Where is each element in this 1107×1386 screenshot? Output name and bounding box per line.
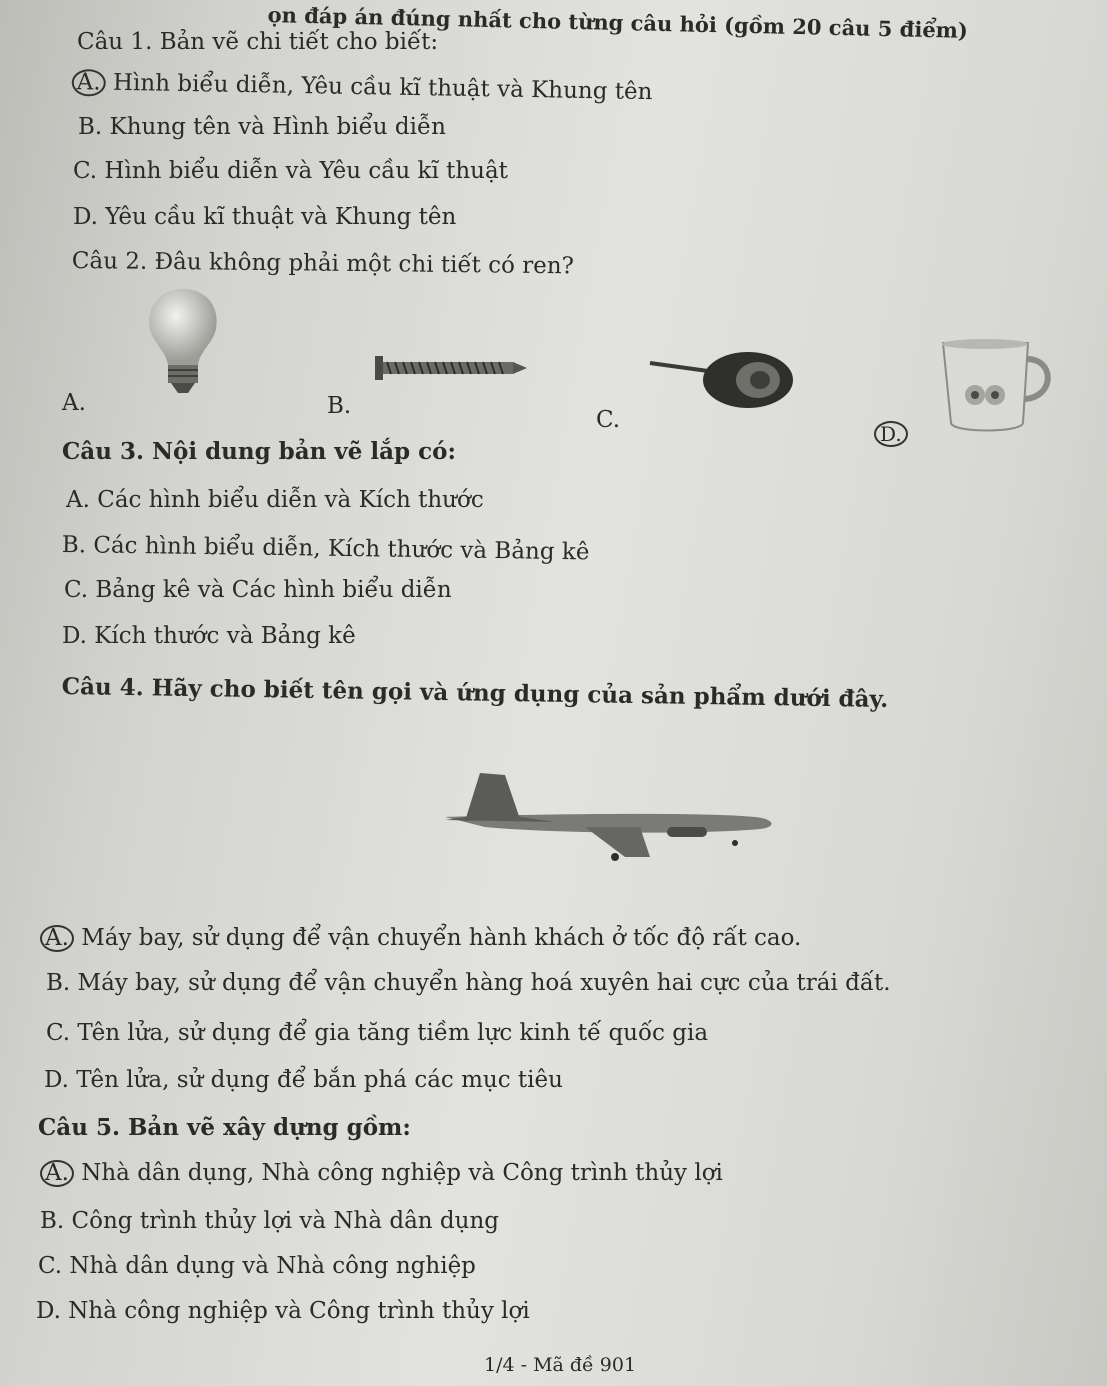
header-instruction: ọn đáp án đúng nhất cho từng câu hỏi (gồm 20 câu 5 điểm) — [267, 2, 969, 43]
q4-option-a — [40, 925, 801, 952]
q4-option-d — [44, 1067, 563, 1093]
q1-option-a — [72, 69, 653, 106]
option-text: Bảng kê và Các hình biểu diễn — [95, 577, 452, 603]
option-text: Công trình thủy lợi và Nhà dân dụng — [71, 1208, 500, 1234]
answer-circle: A. — [40, 1160, 74, 1187]
q2-label-c: C. — [596, 407, 621, 433]
option-text: Tên lửa, sử dụng để bắn phá các mục tiêu — [76, 1067, 563, 1093]
option-text: Tên lửa, sử dụng để gia tăng tiềm lực kinh tế quốc gia — [77, 1020, 709, 1046]
option-text: Hình biểu diễn và Yêu cầu kĩ thuật — [104, 158, 508, 184]
option-letter: B. — [78, 114, 103, 140]
option-text: Các hình biểu diễn và Kích thước — [97, 487, 484, 513]
option-letter: C. — [64, 577, 89, 603]
option-text: Nhà dân dụng, Nhà công nghiệp và Công trình thủy lợi — [81, 1160, 723, 1186]
option-text: Nhà dân dụng và Nhà công nghiệp — [69, 1253, 476, 1279]
q2-label-b: B. — [327, 393, 352, 419]
q3-stem: Câu 3. Nội dung bản vẽ lắp có: — [62, 438, 456, 465]
q4-stem: Câu 4. Hãy cho biết tên gọi và ứng dụng của sản phẩm dưới đây. — [61, 673, 889, 713]
q1-option-c — [73, 158, 508, 184]
q3-option-d — [62, 623, 356, 649]
screw-icon — [373, 348, 533, 388]
q2-label-a: A. — [62, 390, 86, 416]
page-footer: 1/4 - Mã đề 901 — [484, 1354, 637, 1376]
option-letter: D. — [73, 204, 98, 230]
option-text: Máy bay, sử dụng để vận chuyển hàng hoá xuyên hai cực của trái đất. — [77, 970, 891, 996]
cup-icon — [933, 335, 1058, 440]
option-text: Kích thước và Bảng kê — [94, 623, 356, 649]
bolt-icon — [648, 345, 798, 415]
q4-option-b — [46, 970, 891, 996]
option-letter: A. — [66, 487, 90, 513]
option-letter: C. — [46, 1020, 71, 1046]
q1-option-b — [78, 114, 446, 140]
q3-option-b — [62, 532, 590, 565]
option-letter: D. — [44, 1067, 69, 1093]
q5-option-d — [36, 1298, 530, 1324]
q1-stem: Câu 1. Bản vẽ chi tiết cho biết: — [77, 29, 439, 55]
q2-stem: Câu 2. Đâu không phải một chi tiết có ren? — [71, 248, 575, 280]
option-letter: D. — [62, 623, 87, 649]
q3-option-a — [66, 487, 484, 513]
q1-option-d — [73, 204, 456, 230]
option-letter: C. — [73, 158, 98, 184]
answer-circle: D. — [874, 421, 908, 447]
option-text: Hình biểu diễn, Yêu cầu kĩ thuật và Khung tên — [112, 69, 653, 106]
option-letter: D. — [36, 1298, 61, 1324]
q2-label-d — [874, 421, 908, 447]
light-bulb-icon — [138, 285, 228, 405]
q5-option-a — [40, 1160, 723, 1187]
option-letter: C. — [38, 1253, 63, 1279]
answer-circle: A. — [72, 69, 106, 97]
q4-option-c — [46, 1020, 708, 1046]
airplane-icon — [435, 765, 780, 865]
answer-circle: A. — [40, 925, 74, 952]
option-letter: B. — [40, 1208, 65, 1234]
q5-option-b — [40, 1208, 499, 1234]
option-letter: B. — [61, 532, 87, 559]
option-text: Nhà công nghiệp và Công trình thủy lợi — [68, 1298, 530, 1324]
option-letter: B. — [46, 970, 71, 996]
option-text: Khung tên và Hình biểu diễn — [109, 114, 446, 140]
q5-option-c — [38, 1253, 476, 1279]
option-text: Yêu cầu kĩ thuật và Khung tên — [105, 204, 457, 230]
q5-stem: Câu 5. Bản vẽ xây dựng gồm: — [38, 1114, 411, 1141]
q3-option-c — [64, 577, 452, 603]
option-text: Các hình biểu diễn, Kích thước và Bảng kê — [93, 532, 590, 566]
option-text: Máy bay, sử dụng để vận chuyển hành khách ở tốc độ rất cao. — [81, 925, 802, 951]
